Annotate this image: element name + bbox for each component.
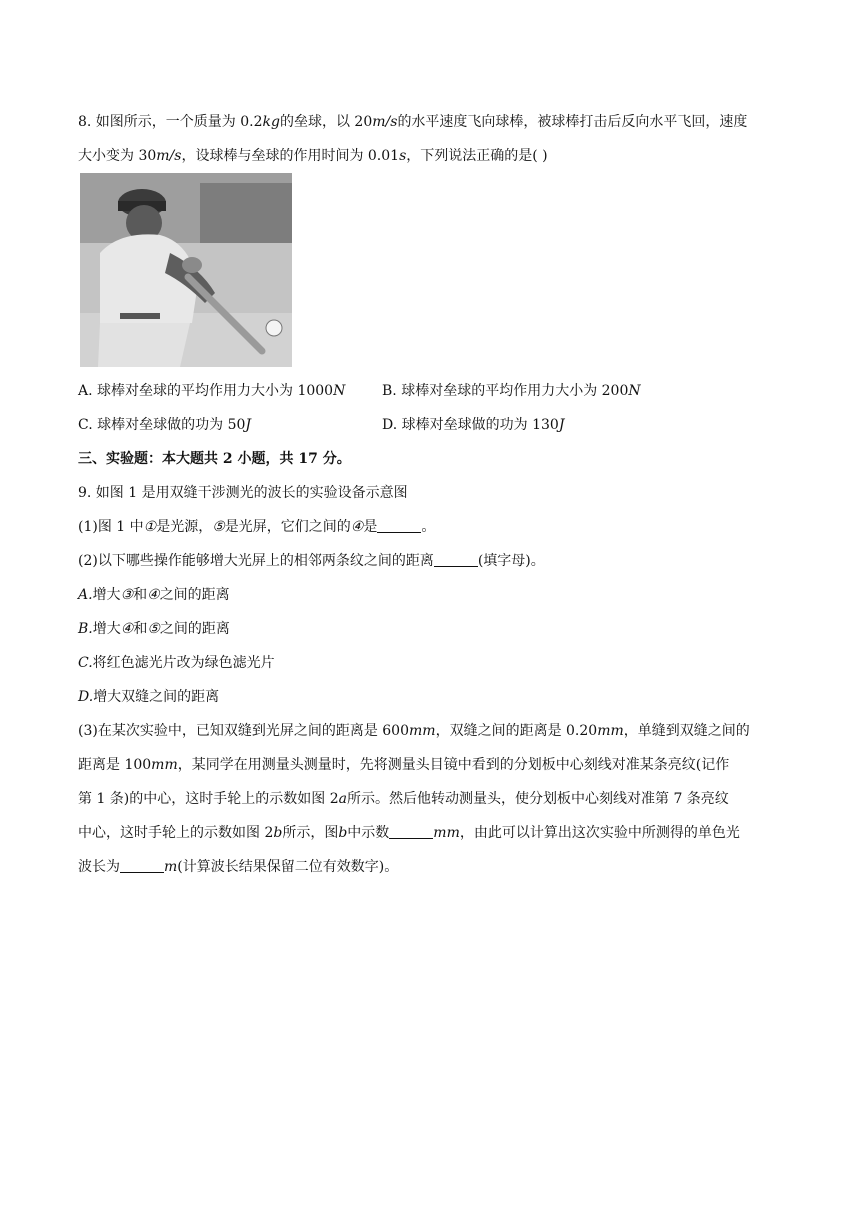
unit: J	[558, 417, 565, 433]
circled-number: ④	[350, 519, 364, 535]
q9-part-3-line-2	[78, 755, 729, 775]
unit: kg	[262, 114, 280, 130]
unit: mm	[151, 757, 178, 773]
unit: mm	[409, 723, 436, 739]
text: 和	[133, 621, 148, 637]
option-text: A. 球棒对垒球的平均作用力大小为 1000	[78, 383, 334, 399]
text: 之间的距离	[159, 621, 230, 637]
option-letter: C.	[78, 655, 93, 671]
answer-blank	[377, 518, 421, 533]
q8-option-a	[78, 381, 345, 401]
text: 的垒球，以 20	[279, 114, 373, 130]
answer-blank	[389, 824, 433, 839]
q9-part-3-line-1	[78, 721, 750, 741]
q9-option-c	[78, 653, 275, 673]
option-text: C. 球棒对垒球做的功为 50	[78, 417, 246, 433]
answer-blank	[120, 858, 164, 873]
text: 是光屏，它们之间的	[224, 519, 351, 535]
text: 和	[133, 587, 148, 603]
unit: N	[333, 383, 346, 399]
circled-number: ①	[143, 519, 157, 535]
text: (3)在某次实验中，已知双缝到光屏之间的距离是 600	[78, 723, 410, 739]
baseball-batter-photo	[80, 173, 292, 367]
text: 增大	[92, 621, 121, 637]
option-letter: B.	[78, 621, 93, 637]
section-heading: 三、实验题：本大题共 2 小题，共 17 分。	[78, 451, 351, 467]
text: (填字母)。	[477, 553, 545, 569]
text: ，设球棒与垒球的作用时间为 0.01	[181, 148, 400, 164]
baseball-batter-image	[80, 173, 292, 367]
text: 增大双缝之间的距离	[93, 689, 220, 705]
figure-label: b	[273, 825, 283, 841]
q8-line-2	[78, 146, 548, 166]
unit: m	[164, 859, 178, 875]
q9-option-b	[78, 619, 230, 639]
figure-label: a	[338, 791, 347, 807]
q8-option-b	[382, 381, 641, 401]
q8-option-c	[78, 415, 251, 435]
unit: J	[245, 417, 252, 433]
text: 8. 如图所示，一个质量为 0.2	[78, 114, 263, 130]
text: ，单缝到双缝之间的	[623, 723, 750, 739]
text: 。	[421, 519, 436, 535]
text: ，由此可以计算出这次实验中所测得的单色光	[459, 825, 740, 841]
text: ，双缝之间的距离是 0.20	[435, 723, 598, 739]
text: (计算波长结果保留二位有效数字)。	[177, 859, 399, 875]
text: 增大	[92, 587, 121, 603]
circled-number: ④	[120, 621, 134, 637]
q9-part-3-line-4	[78, 823, 740, 843]
circled-number: ⑤	[147, 621, 160, 637]
circled-number: ⑤	[212, 519, 225, 535]
unit: m/s	[156, 148, 182, 164]
text: 波长为	[78, 859, 120, 875]
text: (2)以下哪些操作能够增大光屏上的相邻两条纹之间的距离	[78, 553, 434, 569]
answer-blank	[434, 552, 478, 567]
figure-label: b	[338, 825, 348, 841]
q9-option-d	[78, 687, 219, 707]
text: 所示，图	[282, 825, 339, 841]
circled-number: ④	[147, 587, 160, 603]
text: 距离是 100	[78, 757, 152, 773]
text: 中心，这时手轮上的示数如图 2	[78, 825, 274, 841]
option-text: B. 球棒对垒球的平均作用力大小为 200	[382, 383, 629, 399]
text: 将红色滤光片改为绿色滤光片	[92, 655, 275, 671]
q9-part-1	[78, 517, 435, 537]
q8-line-1	[78, 112, 747, 132]
text: 之间的距离	[159, 587, 230, 603]
unit: m/s	[372, 114, 398, 130]
text: 所示。然后他转动测量头，使分划板中心刻线对准第 7 条亮纹	[347, 791, 729, 807]
option-letter: A.	[78, 587, 93, 603]
unit: N	[628, 383, 641, 399]
option-letter: D.	[78, 689, 94, 705]
text: 大小变为 30	[78, 148, 157, 164]
unit: mm	[433, 825, 460, 841]
q9-part-3-line-5	[78, 857, 398, 877]
q9-part-2	[78, 551, 545, 571]
unit: s	[399, 148, 407, 164]
text: 是	[363, 519, 378, 535]
text: ，下列说法正确的是( )	[406, 148, 548, 164]
text: (1)图 1 中	[78, 519, 144, 535]
text: ，某同学在用测量头测量时，先将测量头目镜中看到的分划板中心刻线对准某条亮纹(记作	[177, 757, 730, 773]
circled-number: ③	[120, 587, 134, 603]
q8-option-d	[382, 415, 564, 435]
text: 第 1 条)的中心，这时手轮上的示数如图 2	[78, 791, 339, 807]
q9-part-3-line-3	[78, 789, 729, 809]
q9-option-a	[78, 585, 230, 605]
text: 是光源，	[156, 519, 213, 535]
text: 中示数	[347, 825, 390, 841]
text: 的水平速度飞向球棒，被球棒打击后反向水平飞回，速度	[397, 114, 748, 130]
option-text: D. 球棒对垒球做的功为 130	[382, 417, 559, 433]
unit: mm	[597, 723, 624, 739]
q9-title: 9. 如图 1 是用双缝干涉测光的波长的实验设备示意图	[78, 485, 408, 501]
